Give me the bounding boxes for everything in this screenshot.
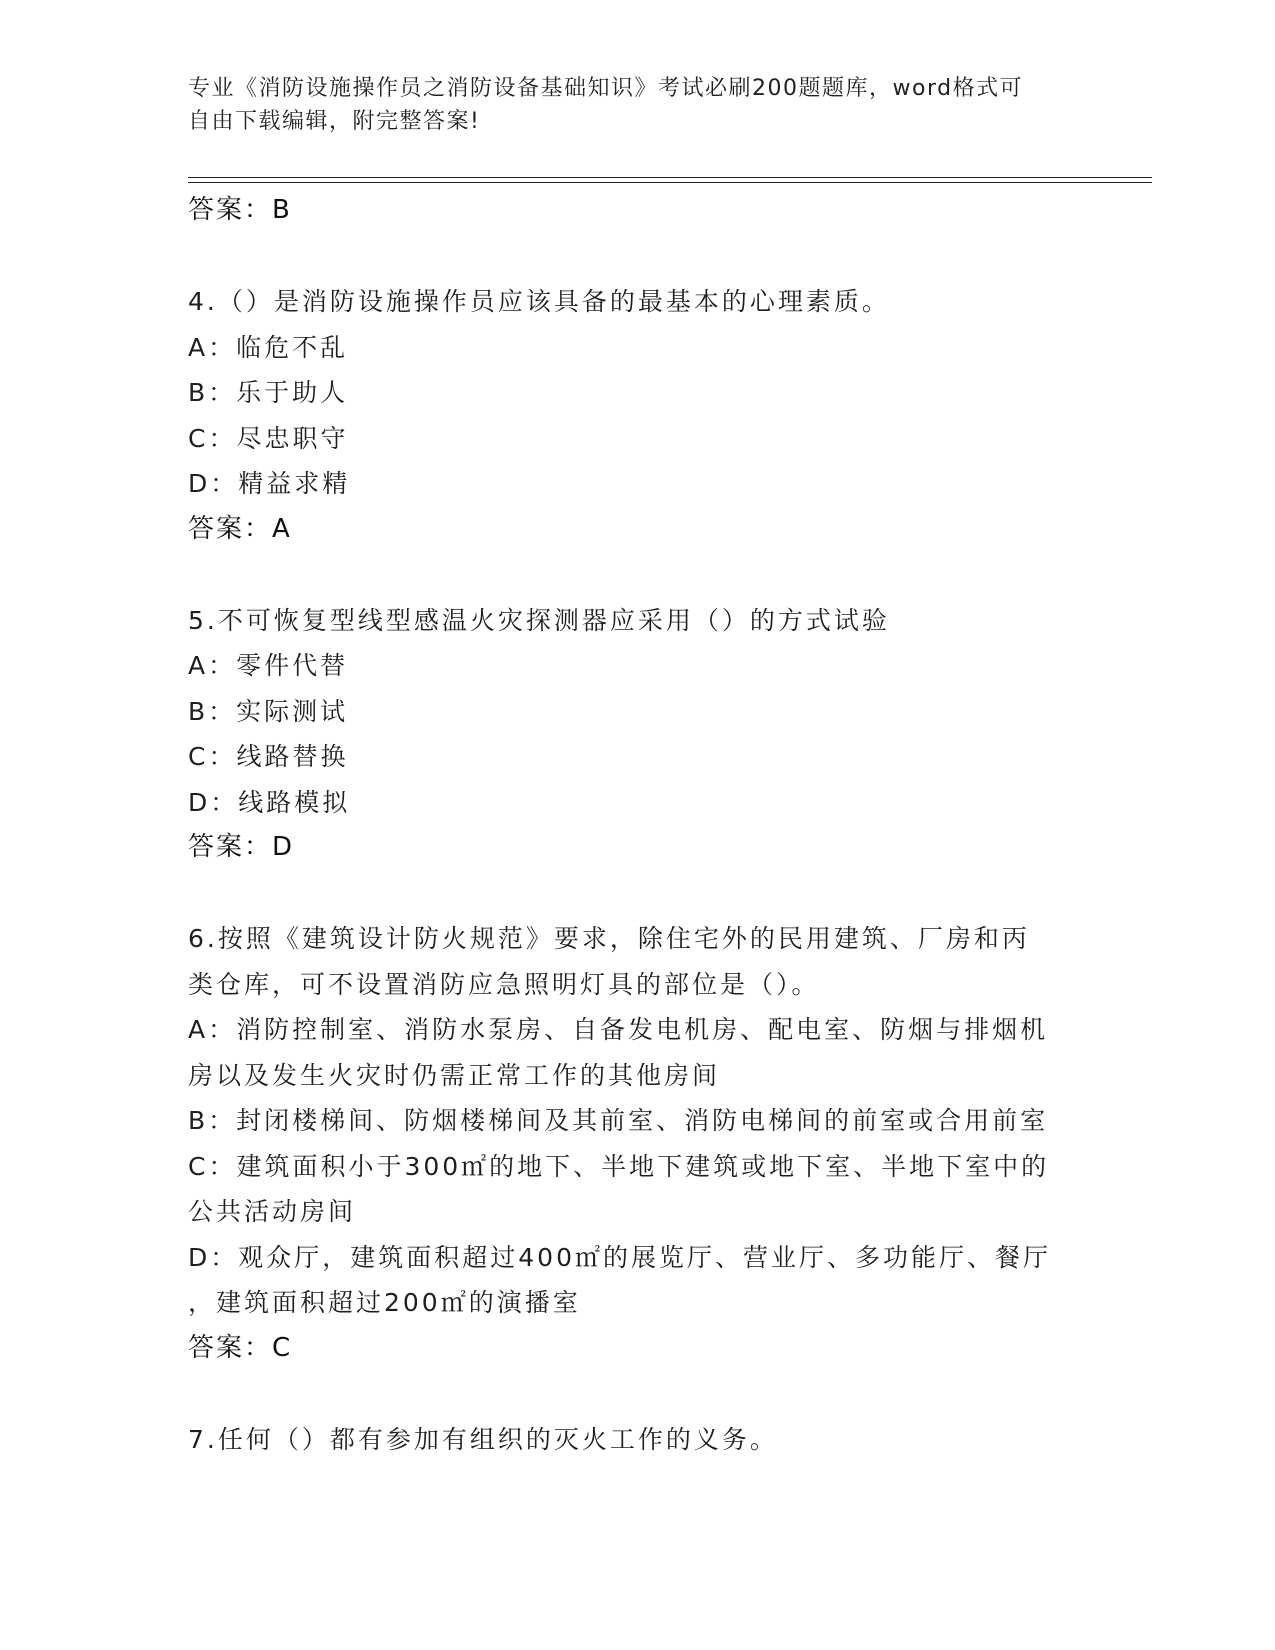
question-5-option-b: B：实际测试 — [188, 696, 349, 726]
spacer — [188, 552, 1088, 598]
question-6-option-a-line-1: A：消防控制室、消防水泵房、自备发电机房、配电室、防烟与排烟机 — [188, 1015, 1049, 1044]
question-5-option-c: C：线路替换 — [188, 742, 349, 771]
header-divider-bottom — [188, 182, 1152, 183]
question-6-answer: 答案：C — [188, 1332, 293, 1363]
question-5-answer: 答案：D — [188, 832, 295, 862]
question-6-option-d-line-2: ，建筑面积超过200㎡的演播室 — [188, 1288, 581, 1317]
question-6-option-c-line-2: 公共活动房间 — [188, 1197, 357, 1226]
question-4-stem: 4.（）是消防设施操作员应该具备的最基本的心理素质。 — [188, 287, 890, 316]
question-6-stem-line-2: 类仓库，可不设置消防应急照明灯具的部位是（）。 — [188, 969, 820, 999]
question-list — [188, 188, 1088, 1462]
question-4-option-d: D：精益求精 — [188, 469, 351, 498]
question-6-option-a-line-2: 房以及发生火灾时仍需正常工作的其他房间 — [188, 1060, 721, 1090]
question-4-option-c: C：尽忠职守 — [188, 423, 349, 453]
question-6 — [188, 916, 1088, 1371]
question-6-stem-line-1: 6.按照《建筑设计防火规范》要求，除住宅外的民用建筑、厂房和丙 — [188, 924, 1030, 953]
question-4-option-b: B：乐于助人 — [188, 378, 349, 407]
question-4-option-a: A：临危不乱 — [188, 332, 349, 362]
question-5-stem: 5.不可恢复型线型感温火灾探测器应采用（）的方式试验 — [188, 605, 890, 635]
header-divider-top — [188, 177, 1152, 178]
question-4-answer: 答案：A — [188, 513, 292, 544]
question-5-option-d: D：线路模拟 — [188, 787, 351, 817]
question-4 — [188, 279, 1088, 552]
question-6-option-c-line-1: C：建筑面积小于300㎡的地下、半地下建筑或地下室、半地下室中的 — [188, 1151, 1050, 1181]
question-3-answer: 答案：B — [188, 195, 292, 225]
question-7-stem: 7.任何（）都有参加有组织的灭火工作的义务。 — [188, 1424, 778, 1454]
question-5-option-a: A：零件代替 — [188, 651, 349, 680]
header-line-1: 专业《消防设施操作员之消防设备基础知识》考试必刷200题题库，word格式可 — [188, 76, 1024, 101]
question-6-option-d-line-1: D：观众厅，建筑面积超过400㎡的展览厅、营业厅、多功能厅、餐厅 — [188, 1242, 1051, 1272]
document-header — [188, 72, 1068, 138]
question-5 — [188, 598, 1088, 871]
header-line-2: 自由下载编辑，附完整答案! — [188, 109, 481, 134]
spacer — [188, 1371, 1088, 1417]
spacer — [188, 871, 1088, 917]
question-7 — [188, 1417, 1088, 1463]
question-6-option-b: B：封闭楼梯间、防烟楼梯间及其前室、消防电梯间的前室或合用前室 — [188, 1106, 1049, 1135]
spacer — [188, 234, 1088, 280]
